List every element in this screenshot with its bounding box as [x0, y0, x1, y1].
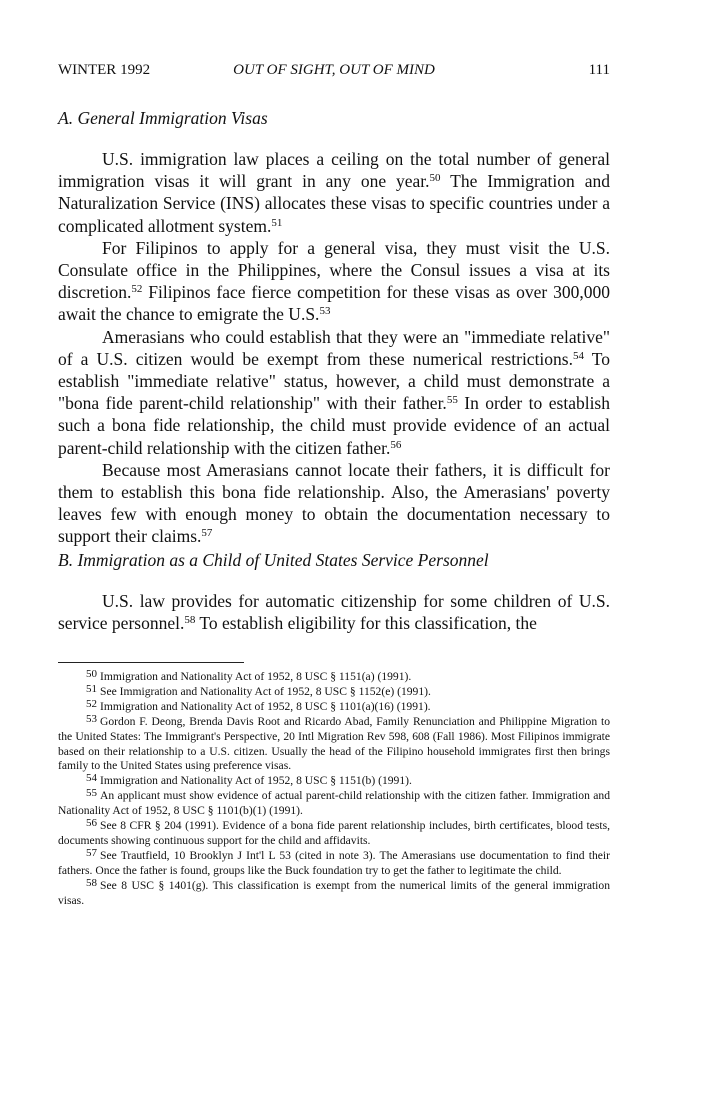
footnote-text: See Trautfield, 10 Brooklyn J Int'l L 53 (cited in note 3). The Amerasians use documentation to find their fathers. Once the father is found, groups like the Buck foundation try to get the father to legitimate the child.	[58, 848, 610, 877]
footnote-number: 55	[86, 787, 97, 800]
paragraph	[58, 148, 610, 237]
sentence: To establish eligibility for this classification, the	[195, 613, 537, 634]
footnote	[58, 789, 610, 819]
running-head	[58, 62, 610, 82]
footnote-number: 54	[86, 772, 97, 785]
footnote-text: See 8 CFR § 204 (1991). Evidence of a bona fide parent relationship includes, birth certificates, blood tests, documents showing continuous support for the child and affidavits.	[58, 819, 610, 847]
footnote-number: 52	[86, 697, 97, 710]
footnotes	[58, 670, 610, 909]
footnote-number: 57	[86, 846, 97, 859]
sentence: In order to establish such a bona fide relationship, the child must provide evidence of an actual parent-child relationship with the citizen father.	[58, 393, 610, 458]
sentence: U.S. law provides for automatic citizenship for some children of U.S. service personnel.	[58, 591, 610, 634]
article-short-title: OUT OF SIGHT, OUT OF MIND	[233, 62, 435, 78]
footnote-ref: 50	[429, 172, 441, 185]
sentence: Filipinos face fierce competition for these visas as over 300,000 await the chance to emigrate the U.S.	[58, 282, 610, 325]
footnote-text: See 8 USC § 1401(g). This classification is exempt from the numerical limits of the general immigration visas.	[58, 878, 610, 907]
footnote-number: 53	[86, 712, 97, 725]
issue-date: WINTER 1992	[58, 62, 151, 78]
footnote-ref: 52	[131, 283, 143, 296]
paragraph	[58, 590, 610, 634]
footnote	[58, 712, 610, 775]
footnote	[58, 670, 610, 685]
sentence: U.S. immigration law places a ceiling on the total number of general immigration visas it will grant in any one year.	[58, 149, 610, 192]
sentence: For Filipinos to apply for a general visa, they must visit the U.S. Consulate office in the Philippines, where the Consul issues a visa at its discretion.	[58, 237, 610, 303]
sentence: The Immigration and Naturalization Service (INS) allocates these visas to specific countries under a complicated allotment system.	[58, 171, 610, 236]
footnote-number: 58	[86, 876, 97, 889]
sentence: Because most Amerasians cannot locate their fathers, it is difficult for them to establish this bona fide relationship. Also, the Amerasians' poverty leaves few with enough money to obtain the documentation necessary to support their claims.	[58, 459, 610, 547]
footnote-ref: 51	[271, 216, 283, 229]
footnote-ref: 56	[390, 438, 402, 451]
sentence: Amerasians who could establish that they were an "immediate relative" of a U.S. citizen would be exempt from these numerical restrictions.	[58, 326, 610, 369]
footnote-ref: 55	[446, 394, 458, 407]
footnote-ref: 54	[572, 349, 584, 362]
footnote-ref: 53	[319, 305, 331, 318]
footnote-ref: 58	[184, 614, 196, 627]
footnote-text: Immigration and Nationality Act of 1952, 8 USC § 1101(a)(16) (1991).	[100, 699, 431, 713]
footnote-text: See Immigration and Nationality Act of 1952, 8 USC § 1152(e) (1991).	[100, 684, 431, 698]
section-b-heading: B. Immigration as a Child of United States Service Personnel	[58, 550, 489, 570]
footnote-number: 51	[86, 682, 97, 695]
footnote-ref: 57	[201, 527, 213, 540]
footnote-number: 50	[86, 668, 97, 680]
sentence: To establish "immediate relative" status, however, a child must demonstrate a "bona fide parent-child relationship" with their father.	[58, 348, 610, 414]
page-number: 111	[588, 62, 610, 78]
footnote	[58, 774, 610, 789]
footnote	[58, 682, 610, 700]
footnote-number: 56	[86, 817, 97, 830]
paragraph	[58, 459, 610, 548]
journal-page	[58, 0, 610, 1097]
footnote	[58, 697, 610, 715]
footnote-text: Immigration and Nationality Act of 1952, 8 USC § 1151(b) (1991).	[100, 774, 412, 788]
section-a-body	[58, 148, 610, 548]
footnote-text: Immigration and Nationality Act of 1952, 8 USC § 1151(a) (1991).	[100, 670, 412, 683]
footnote-text: An applicant must show evidence of actual parent-child relationship with the citizen father. Immigration and Nationality Act of 1952, 8 USC § 1101(b)(1) (1991).	[58, 789, 610, 818]
section-b-body	[58, 590, 610, 634]
footnote-divider	[58, 662, 244, 663]
paragraph	[58, 326, 610, 459]
footnote	[58, 876, 610, 909]
paragraph	[58, 237, 610, 326]
footnote	[58, 819, 610, 849]
section-a-heading: A. General Immigration Visas	[58, 108, 268, 128]
footnote	[58, 846, 610, 879]
footnote-text: Gordon F. Deong, Brenda Davis Root and Ricardo Abad, Family Renunciation and Philippine Migration to the United States: The Immigrant's Perspective, 20 Intl Migration Rev 598, 608 (Fall 1986). Most Filipinos immigrate based on their relationship to a U.S. citizen. Usually the head of the Filipino household immigrates first then brings family to the United States using preference visas.	[58, 714, 610, 773]
